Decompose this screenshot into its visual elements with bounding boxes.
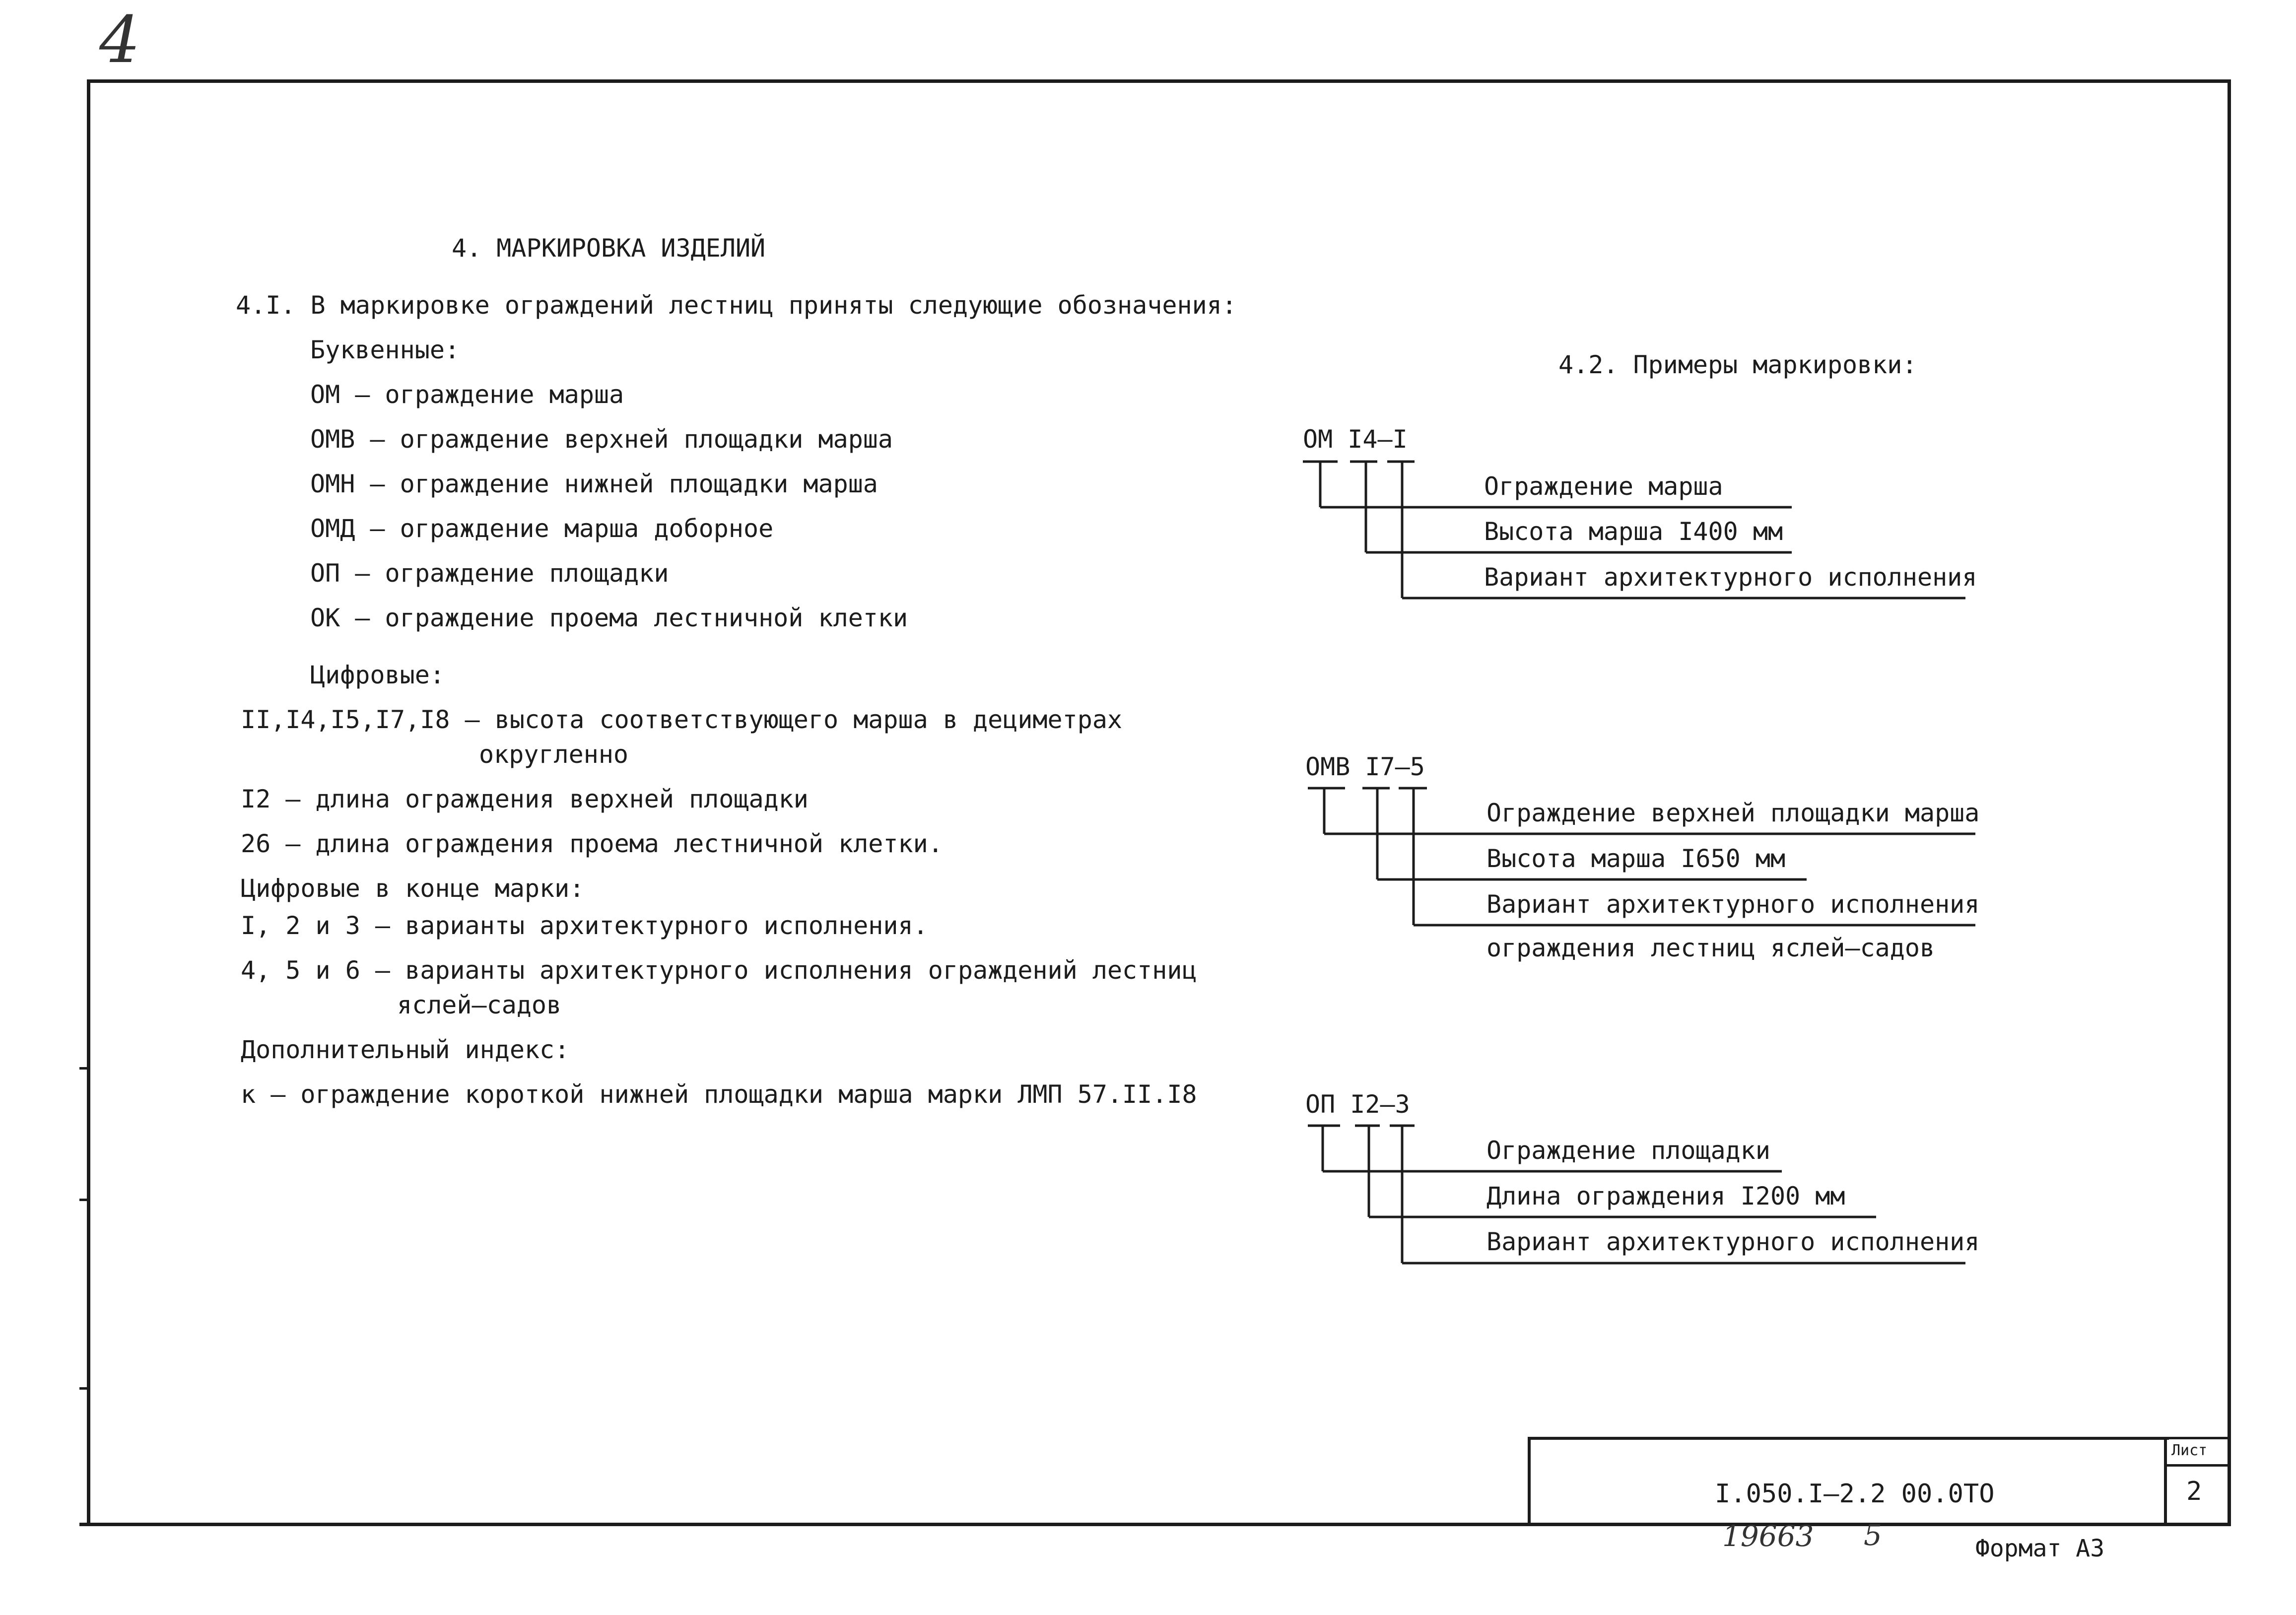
- example-item: Вариант архитектурного исполнения: [1486, 1227, 1980, 1256]
- letter-code-item: ОМД – ограждение марша доборное: [310, 514, 774, 543]
- example-item: Высота марша I650 мм: [1486, 844, 1786, 873]
- letter-codes-heading: Буквенные:: [310, 336, 460, 364]
- letter-code-item: ОМН – ограждение нижней площадки марша: [310, 470, 878, 498]
- digit-codes-heading: Цифровые:: [310, 661, 445, 689]
- end-codes-heading: Цифровые в конце марки:: [241, 874, 585, 903]
- example-item: Ограждение верхней площадки марша: [1486, 799, 1980, 827]
- example-item: Ограждение площадки: [1486, 1136, 1770, 1165]
- example-item: Вариант архитектурного исполнения: [1484, 563, 1977, 592]
- handwritten-digit: 5: [1864, 1518, 1882, 1552]
- end-code-item: I, 2 и 3 – варианты архитектурного исполнения.: [241, 911, 928, 940]
- letter-code-item: ОП – ограждение площадки: [310, 559, 669, 588]
- digit-code-item-cont: округленно: [479, 740, 629, 769]
- example-code: ОМ I4–I: [1303, 425, 1408, 454]
- extra-index-item: к – ограждение короткой нижней площадки марша марки ЛМП 57.II.I8: [241, 1080, 1197, 1109]
- sheet-label: Лист: [2171, 1442, 2208, 1459]
- format-label: Формат А3: [1975, 1535, 2105, 1562]
- title-block-divider: [2164, 1437, 2167, 1525]
- digit-code-item: 26 – длина ограждения проема лестничной клетки.: [241, 829, 943, 858]
- letter-code-item: ОМ – ограждение марша: [310, 380, 624, 409]
- example-item: Вариант архитектурного исполнения: [1486, 890, 1980, 919]
- sheet-box-divider: [2164, 1464, 2231, 1467]
- letter-code-item: ОК – ограждение проема лестничной клетки: [310, 604, 908, 632]
- extra-index-heading: Дополнительный индекс:: [241, 1035, 570, 1064]
- example-code: ОП I2–3: [1305, 1090, 1410, 1119]
- end-code-item-cont: яслей–садов: [397, 991, 562, 1019]
- title-block-top: [1528, 1437, 2169, 1440]
- handwritten-number: 19663: [1722, 1519, 1814, 1553]
- example-item: Высота марша I400 мм: [1484, 517, 1783, 546]
- corner-page-number: 4: [99, 2, 140, 77]
- end-code-item: 4, 5 и 6 – варианты архитектурного исполнения ограждений лестниц: [241, 956, 1197, 985]
- digit-code-item: II,I4,I5,I7,I8 – высота соответствующего марша в дециметрах: [241, 705, 1123, 734]
- document-code: I.050.I–2.2 00.0ТО: [1715, 1479, 1995, 1509]
- sheet-box-top: [2164, 1437, 2231, 1439]
- digit-code-item: I2 – длина ограждения верхней площадки: [241, 785, 809, 813]
- section-title: 4. МАРКИРОВКА ИЗДЕЛИЙ: [452, 234, 766, 263]
- example-item: Ограждение марша: [1484, 472, 1723, 501]
- example-item: Длина ограждения I200 мм: [1486, 1182, 1845, 1211]
- intro-line: 4.I. В маркировке ограждений лестниц приняты следующие обозначения:: [236, 291, 1237, 320]
- title-block-left: [1528, 1437, 1531, 1525]
- example-code: ОМВ I7–5: [1305, 752, 1425, 781]
- sheet-number: 2: [2186, 1477, 2202, 1506]
- examples-heading: 4.2. Примеры маркировки:: [1558, 350, 1917, 379]
- letter-code-item: ОМВ – ограждение верхней площадки марша: [310, 425, 893, 454]
- example-item: ограждения лестниц яслей–садов: [1486, 934, 1935, 962]
